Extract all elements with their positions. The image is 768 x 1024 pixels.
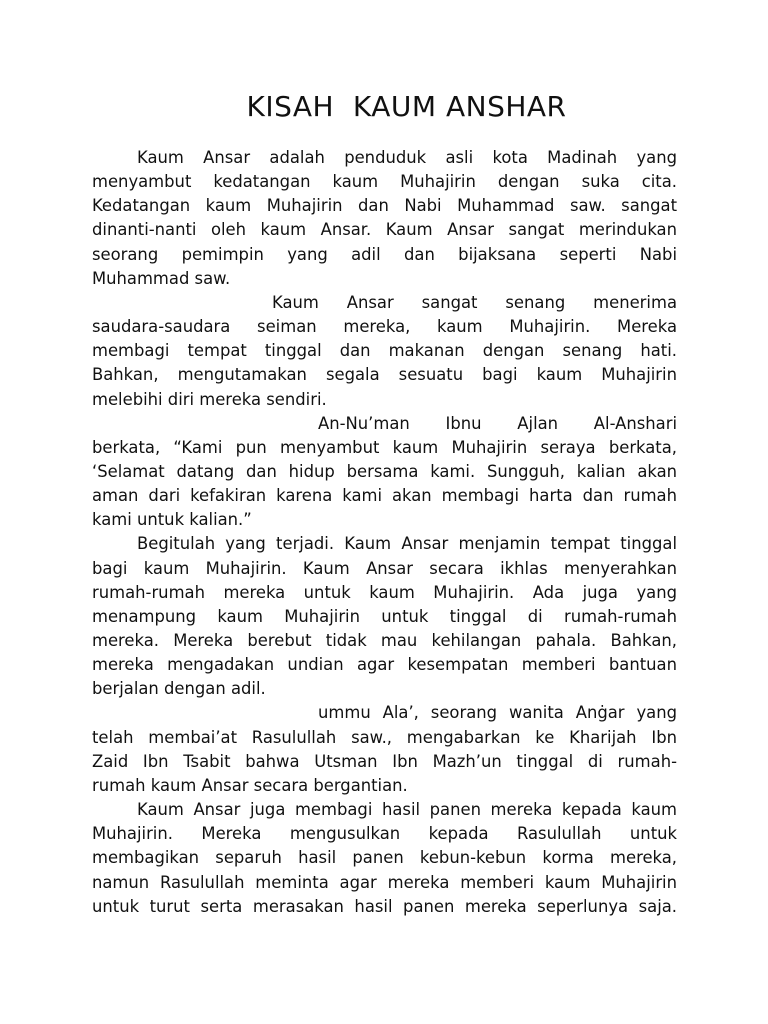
text-line: ummu Ala’, seorang wanita Anġar yang bbox=[318, 703, 677, 723]
text-line: saudara-saudara seiman mereka, kaum Muhajirin. Mereka bbox=[92, 317, 677, 337]
document-title: KISAH KAUM ANSHAR bbox=[246, 90, 567, 123]
text-line: melebihi diri mereka sendiri. bbox=[92, 389, 327, 409]
text-line: bagi kaum Muhajirin. Kaum Ansar secara ikhlas menyerahkan bbox=[92, 558, 677, 578]
text-line: mereka. Mereka berebut tidak mau kehilangan pahala. Bahkan, bbox=[92, 631, 677, 650]
text-line: namun Rasulullah meminta agar mereka memberi kaum Muhajirin bbox=[92, 872, 677, 892]
text-line: seorang pemimpin yang adil dan bijaksana seperti Nabi bbox=[92, 244, 677, 264]
text-line: Zaid Ibn Tsabit bahwa Utsman Ibn Mazh’un tinggal di rumah- bbox=[92, 751, 677, 771]
text-line: menyambut kedatangan kaum Muhajirin dengan suka cita. bbox=[92, 172, 677, 192]
text-line: untuk turut serta merasakan hasil panen mereka seperlunya saja. bbox=[92, 896, 677, 916]
text-line: mereka mengadakan undian agar kesempatan memberi bantuan bbox=[92, 655, 677, 675]
text-line: membagikan separuh hasil panen kebun-kebun korma mereka, bbox=[92, 848, 677, 868]
text-line: kami untuk kalian.” bbox=[92, 510, 252, 530]
text-line: telah membai’at Rasulullah saw., mengabarkan ke Kharijah Ibn bbox=[92, 727, 677, 747]
text-line: berjalan dengan adil. bbox=[92, 679, 266, 699]
text-line: rumah-rumah mereka untuk kaum Muhajirin. Ada juga yang bbox=[92, 582, 677, 602]
text-line: dinanti-nanti oleh kaum Ansar. Kaum Ansar sangat merindukan bbox=[92, 220, 677, 240]
text-line: ‘Selamat datang dan hidup bersama kami. Sungguh, kalian akan bbox=[92, 461, 677, 481]
text-line: rumah kaum Ansar secara bergantian. bbox=[92, 775, 408, 795]
text-line: Kaum Ansar sangat senang menerima bbox=[272, 292, 677, 312]
text-line: membagi tempat tinggal dan makanan dengan senang hati. bbox=[92, 341, 677, 361]
text-line: Begitulah yang terjadi. Kaum Ansar menjamin tempat tinggal bbox=[137, 534, 677, 554]
text-line: Muhajirin. Mereka mengusulkan kepada Rasulullah untuk bbox=[92, 824, 677, 844]
text-line: Kaum Ansar adalah penduduk asli kota Madinah yang bbox=[137, 148, 677, 167]
text-line: Kaum Ansar juga membagi hasil panen mereka kepada kaum bbox=[137, 800, 677, 820]
text-line: Kedatangan kaum Muhajirin dan Nabi Muhammad saw. sangat bbox=[92, 196, 677, 216]
text-line: menampung kaum Muhajirin untuk tinggal di rumah-rumah bbox=[92, 606, 677, 626]
text-line: berkata, “Kami pun menyambut kaum Muhajirin seraya berkata, bbox=[92, 437, 677, 457]
text-line: aman dari kefakiran karena kami akan membagi harta dan rumah bbox=[92, 486, 677, 506]
text-line: Muhammad saw. bbox=[92, 268, 231, 288]
text-line: Bahkan, mengutamakan segala sesuatu bagi kaum Muhajirin bbox=[92, 365, 677, 385]
text-line: An-Nu’man Ibnu Ajlan Al-Anshari bbox=[318, 413, 677, 433]
